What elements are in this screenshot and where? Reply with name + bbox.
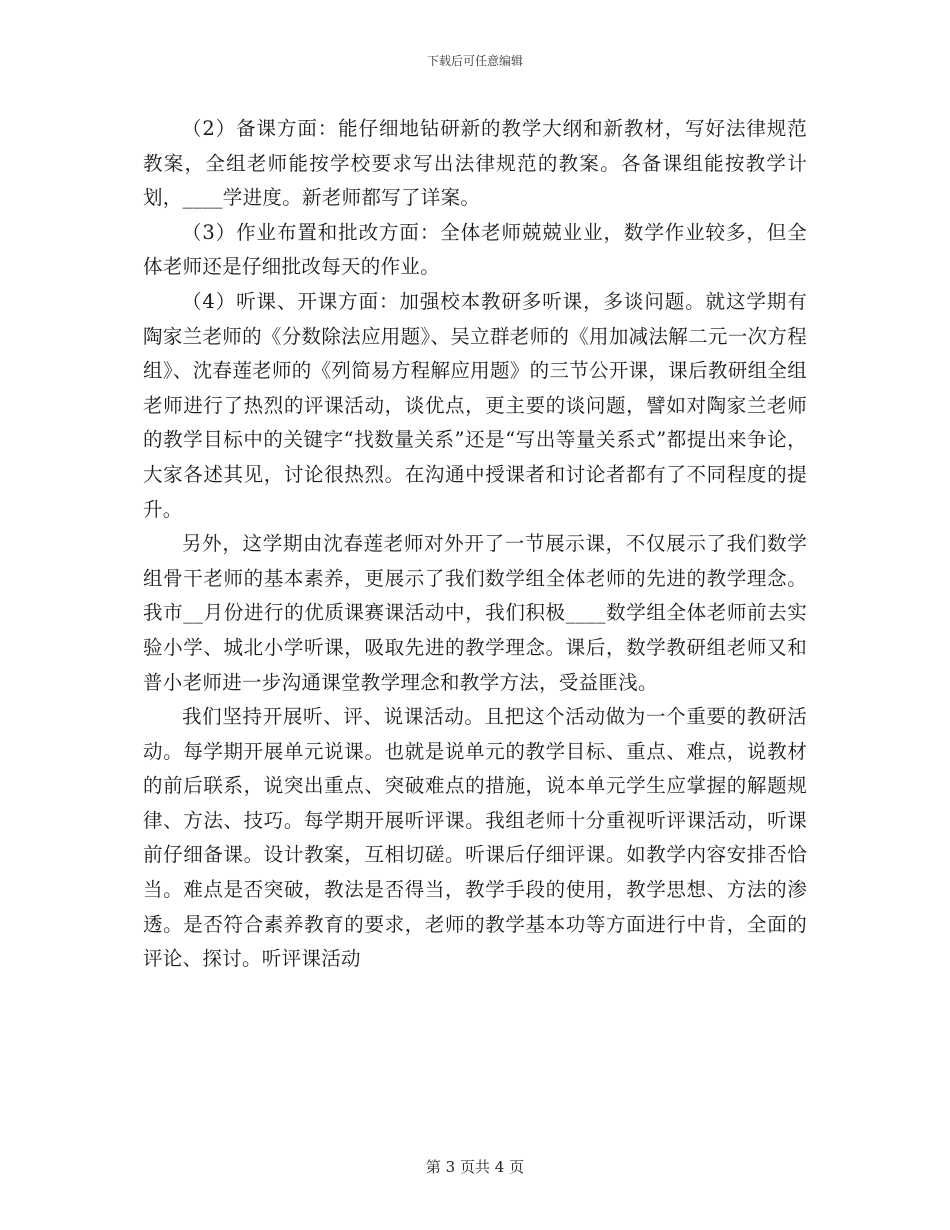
- page-number: 第 3 页共 4 页: [425, 1158, 525, 1176]
- document-body: [143, 112, 807, 977]
- paragraph-homework: （3）作业布置和批改方面：全体老师兢兢业业，数学作业较多，但全体老师还是仔细批改每天的作业。: [143, 220, 807, 279]
- paragraph-demonstration-class: 另外，这学期由沈春莲老师对外开了一节展示课，不仅展示了我们数学组骨干老师的基本素养，更展示了我们数学组全体老师的先进的教学理念。我市__月份进行的优质课赛课活动中，我们积极____数学组全体老师前去实验小学、城北小学听课，吸取先进的教学理念。课后，数学教研组老师又和普小老师进一步沟通课堂教学理念和教学方法，受益匪浅。: [143, 532, 807, 694]
- paragraph-lesson-preparation: （2）备课方面：能仔细地钻研新的教学大纲和新教材，写好法律规范教案，全组老师能按学校要求写出法律规范的教案。各备课组能按教学计划，____学进度。新老师都写了详案。: [143, 117, 807, 210]
- paragraph-lesson-evaluation: 我们坚持开展听、评、说课活动。且把这个活动做为一个重要的教研活动。每学期开展单元说课。也就是说单元的教学目标、重点、难点，说教材的前后联系，说突出重点、突破难点的措施，说本单元学生应掌握的解题规律、方法、技巧。每学期开展听评课。我组老师十分重视听评课活动，听课前仔细备课。设计教案，互相切磋。听课后仔细评课。如教学内容安排否恰当。难点是否突破，教法是否得当，教学手段的使用，教学思想、方法的渗透。是否符合素养教育的要求，老师的教学基本功等方面进行中肯，全面的评论、探讨。听评课活动: [143, 705, 807, 971]
- paragraph-lesson-observation: （4）听课、开课方面：加强校本教研多听课，多谈问题。就这学期有陶家兰老师的《分数除法应用题》、吴立群老师的《用加减法解二元一次方程组》、沈春莲老师的《列简易方程解应用题》的三节公开课，课后教研组全组老师进行了热烈的评课活动，谈优点，更主要的谈问题，譬如对陶家兰老师的教学目标中的关键字“找数量关系”还是“写出等量关系式”都提出来争论，大家各述其见，讨论很热烈。在沟通中授课者和讨论者都有了不同程度的提升。: [143, 289, 807, 521]
- page-header-note: 下载后可任意编辑: [426, 54, 523, 68]
